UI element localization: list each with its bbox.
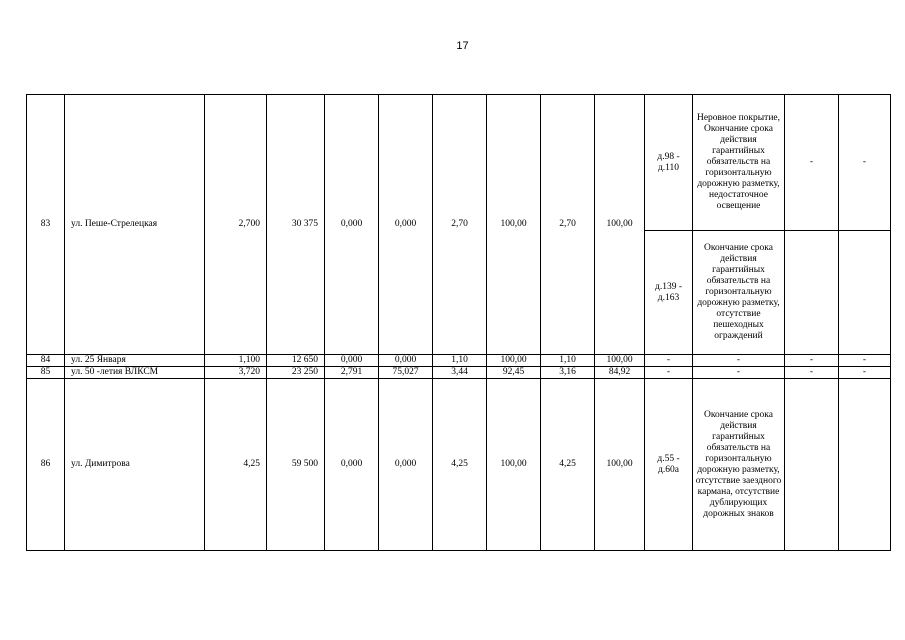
defect-note: Окончание срока действия гарантийных обязательств на горизонтальную дорожную разметку, отсутствие заездного кармана, отсутствие дублирующих дорожных знаков (693, 379, 785, 551)
section-range: д.55 - д.60а (645, 379, 693, 551)
road-inspection-table (26, 94, 891, 551)
table-row (27, 95, 891, 231)
value-cell: 100,00 (487, 379, 541, 551)
value-cell: 2,791 (325, 367, 379, 379)
value-cell: 4,25 (541, 379, 595, 551)
value-cell: 0,000 (325, 355, 379, 367)
street-name: ул. 25 Января (65, 355, 205, 367)
length-value: 3,720 (205, 367, 267, 379)
table-row (27, 355, 891, 367)
value-cell: - (785, 367, 839, 379)
row-number: 85 (27, 367, 65, 379)
value-cell: - (839, 95, 891, 231)
value-cell: - (839, 355, 891, 367)
value-cell: 0,000 (325, 95, 379, 355)
value-cell: 2,70 (541, 95, 595, 355)
value-cell: 0,000 (379, 379, 433, 551)
value-cell (839, 231, 891, 355)
section-range: д.139 - д.163 (645, 231, 693, 355)
area-value: 59 500 (267, 379, 325, 551)
table-row (27, 367, 891, 379)
length-value: 1,100 (205, 355, 267, 367)
value-cell: 3,16 (541, 367, 595, 379)
street-name: ул. 50 -летия ВЛКСМ (65, 367, 205, 379)
row-number: 83 (27, 95, 65, 355)
length-value: 4,25 (205, 379, 267, 551)
defect-note: Неровное покрытие, Окончание срока действия гарантийных обязательств на горизонтальную дорожную разметку, недостаточное освещение (693, 95, 785, 231)
area-value: 23 250 (267, 367, 325, 379)
area-value: 12 650 (267, 355, 325, 367)
value-cell: 100,00 (487, 95, 541, 355)
section-range: - (645, 355, 693, 367)
row-number: 84 (27, 355, 65, 367)
value-cell: - (839, 367, 891, 379)
section-range: - (645, 367, 693, 379)
value-cell: 1,10 (541, 355, 595, 367)
row-number: 86 (27, 379, 65, 551)
value-cell (785, 231, 839, 355)
value-cell: - (785, 355, 839, 367)
value-cell: 1,10 (433, 355, 487, 367)
value-cell: 75,027 (379, 367, 433, 379)
value-cell: 100,00 (595, 95, 645, 355)
value-cell (785, 379, 839, 551)
value-cell: 92,45 (487, 367, 541, 379)
value-cell: 100,00 (487, 355, 541, 367)
street-name: ул. Пеше-Стрелецкая (65, 95, 205, 355)
defect-note: Окончание срока действия гарантийных обязательств на горизонтальную дорожную разметку, отсутствие пешеходных ограждений (693, 231, 785, 355)
value-cell: 100,00 (595, 355, 645, 367)
value-cell: 0,000 (325, 379, 379, 551)
value-cell: 4,25 (433, 379, 487, 551)
area-value: 30 375 (267, 95, 325, 355)
value-cell: 84,92 (595, 367, 645, 379)
table-row (27, 379, 891, 551)
value-cell: 100,00 (595, 379, 645, 551)
value-cell: 0,000 (379, 355, 433, 367)
defect-note: - (693, 355, 785, 367)
value-cell: 2,70 (433, 95, 487, 355)
page-number: 17 (456, 40, 469, 52)
value-cell: - (785, 95, 839, 231)
length-value: 2,700 (205, 95, 267, 355)
section-range: д.98 - д.110 (645, 95, 693, 231)
value-cell: 3,44 (433, 367, 487, 379)
defect-note: - (693, 367, 785, 379)
value-cell: 0,000 (379, 95, 433, 355)
value-cell (839, 379, 891, 551)
street-name: ул. Димитрова (65, 379, 205, 551)
